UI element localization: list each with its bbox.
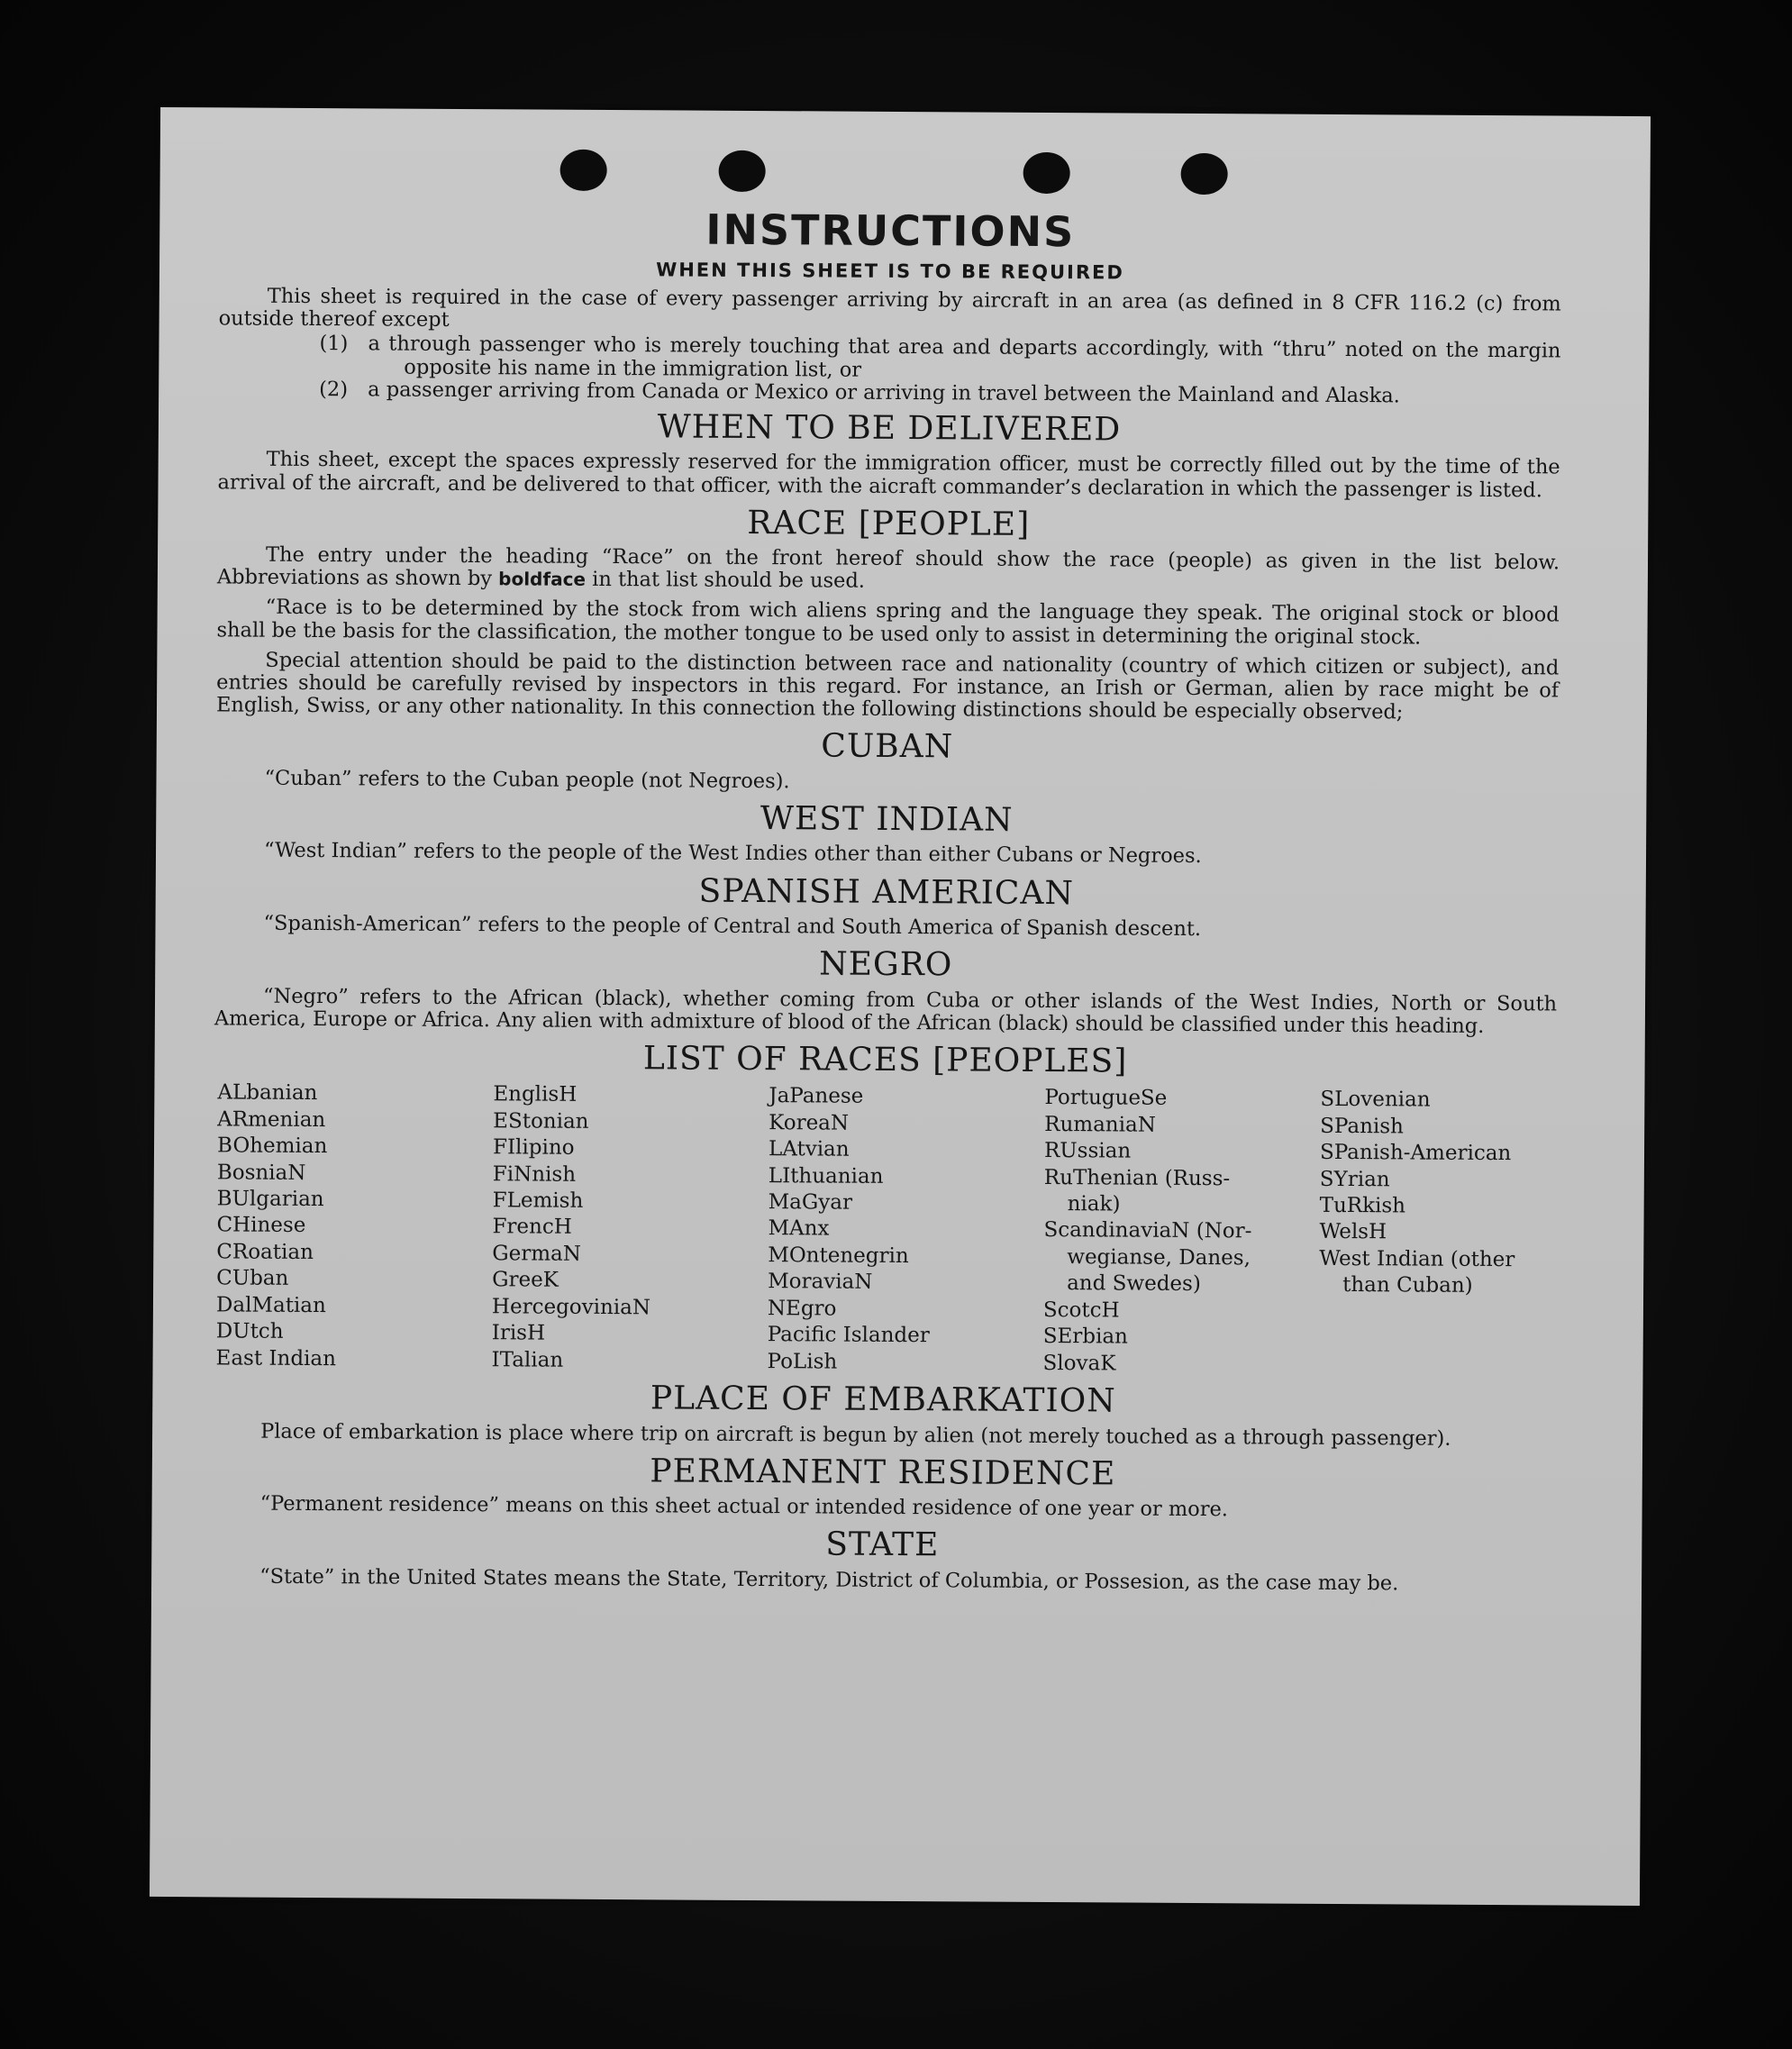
race-item: GreeK [492,1268,559,1293]
race-item: IrisH [491,1321,546,1345]
races-column-5 [1318,1087,1560,1380]
race-item: ALbanian [217,1080,318,1106]
race-item: LIthuanian [768,1163,884,1188]
boldface-word: boldface [498,568,587,591]
races-column-4 [1042,1085,1320,1379]
exception-number: (1) [319,332,349,356]
race-item-continuation: and Swedes) [1067,1271,1201,1297]
section-heading-negro: NEGRO [819,945,953,984]
race-p1-text: The entry under the heading “Race” on the front hereof should show the race (people) as given in the list below. Abbreviations as shown by [216,542,1560,591]
document-body [211,202,1561,1603]
race-item: DUtch [215,1319,284,1344]
spanish-american-paragraph: “Spanish-American” refers to the people of Central and South America of Spanish descent. [263,911,1202,941]
race-item: SlovaK [1042,1351,1116,1376]
section-heading-cuban: CUBAN [821,727,954,766]
race-item: SYrian [1319,1167,1390,1191]
state-paragraph: “State” in the United States means the State, Territory, District of Columbia, or Possesion, as the case may be. [259,1564,1399,1596]
document-title: INSTRUCTIONS [705,205,1076,257]
race-paragraph-3: Special attention should be paid to the distinction between race and nationality (country of which citizen or subject), and entries should be carefully revised by inspectors in this regard. For instance, an Irish or German, alien by race might be of English, Swiss, or any other nationality. In this connection the following distinctions should be especially observed; [215,648,1560,724]
punch-hole [719,150,766,192]
section-heading-west-indian: WEST INDIAN [760,800,1014,839]
race-item: BosniaN [216,1160,306,1185]
race-item: FiNnish [492,1161,577,1187]
exception-number: (2) [319,377,349,401]
race-item: DalMatian [215,1293,326,1317]
race-item: RUssian [1043,1139,1132,1163]
race-item: PoLish [767,1349,838,1374]
race-item: East Indian [215,1346,337,1371]
race-paragraph-1 [217,543,1560,596]
intro-paragraph: This sheet is required in the case of every passenger arriving by aircraft in an area (as defined in 8 CFR 116.2 (c) from outside thereof except [218,284,1561,332]
races-column-2 [492,1082,769,1376]
race-item: MOntenegrin [768,1243,909,1268]
race-item: ScotcH [1042,1298,1120,1323]
race-item: LAtvian [768,1137,850,1161]
race-item: FrencH [492,1215,572,1240]
race-item: GermaN [492,1242,582,1266]
race-item: SPanish [1320,1114,1404,1139]
section-heading-state: STATE [825,1525,940,1564]
race-item: NEgro [767,1296,837,1321]
race-item: MaGyar [768,1190,853,1215]
punch-hole [1181,153,1228,195]
race-item-continuation: than Cuban) [1342,1273,1473,1298]
instruction-sheet [150,107,1651,1906]
race-item: FLemish [492,1188,584,1213]
race-item: FIlipino [492,1135,575,1160]
section-heading-race: RACE [PEOPLE] [747,504,1031,543]
race-item: CHinese [216,1213,306,1238]
race-item: HercegoviniaN [491,1295,651,1320]
cuban-paragraph: “Cuban” refers to the Cuban people (not Negroes). [264,766,790,794]
exception-text: a passenger arriving from Canada or Mexico or arriving in travel between the Mainland and Alaska. [368,378,1400,408]
races-column-3 [767,1083,1044,1377]
race-item: WelsH [1319,1220,1387,1244]
delivered-paragraph: This sheet, except the spaces expressly reserved for the immigration officer, must be correctly filled out by the time of the arrival of the aircraft, and be delivered to that officer, with the aicraft commander’s declaration in which the passenger is listed. [217,448,1560,502]
race-item: TuRkish [1319,1193,1406,1218]
document-subtitle: WHEN THIS SHEET IS TO BE REQUIRED [656,259,1124,284]
race-item-continuation: wegianse, Danes, [1067,1245,1251,1270]
race-item: ARmenian [217,1107,326,1132]
section-heading-permanent-residence: PERMANENT RESIDENCE [650,1453,1116,1493]
exception-text: a through passenger who is merely touching that area and departs accordingly, with “thru” noted on the margin opposite his name in the immigration list, or [368,332,1561,382]
section-heading-list-of-races: LIST OF RACES [PEOPLES] [642,1040,1128,1080]
section-heading-spanish-american: SPANISH AMERICAN [698,872,1075,912]
race-p1-text-end: in that list should be used. [592,568,865,594]
race-item: SPanish-American [1319,1141,1512,1166]
race-item: SLovenian [1320,1088,1431,1112]
punch-hole [560,150,607,191]
race-item: PortugueSe [1044,1086,1168,1111]
race-item: CUban [216,1266,289,1291]
race-item-continuation: niak) [1067,1192,1121,1216]
west-indian-paragraph: “West Indian” refers to the people of the West Indies other than either Cubans or Negroes. [263,839,1202,869]
embarkation-paragraph: Place of embarkation is place where trip on aircraft is begun by alien (not merely touched as a through passenger). [260,1419,1451,1451]
race-item: JaPanese [769,1084,864,1109]
race-item: West Indian (other [1319,1246,1515,1272]
race-item: CRoatian [216,1240,314,1264]
race-item: SErbian [1042,1325,1128,1349]
race-item: KoreaN [769,1110,850,1135]
races-column-1 [216,1080,494,1374]
section-heading-delivered: WHEN TO BE DELIVERED [657,408,1122,449]
race-item: Pacific Islander [767,1323,930,1348]
race-item: EStonian [493,1108,589,1134]
race-item: EnglisH [493,1082,578,1107]
race-item: BUlgarian [216,1187,324,1212]
race-item: ITalian [491,1347,564,1372]
race-item: BOhemian [216,1134,328,1159]
negro-paragraph: “Negro” refers to the African (black), whether coming from Cuba or other islands of the West Indies, North or South America, Europe or Africa. Any alien with admixture of blood of the African (black) should be classified under this heading. [214,984,1558,1038]
race-item: RuThenian (Russ- [1043,1165,1231,1190]
section-heading-embarkation: PLACE OF EMBARKATION [650,1380,1116,1420]
residence-paragraph: “Permanent residence” means on this sheet actual or intended residence of one year or more. [259,1491,1229,1522]
race-paragraph-2: “Race is to be determined by the stock from wich aliens spring and the language they speak. The original stock or blood shall be the basis for the classification, the mother tongue to be used only to assist in determining the original stock. [216,596,1560,650]
race-item: MAnx [768,1216,830,1242]
punch-hole [1023,152,1070,194]
races-list [216,1080,1557,1380]
race-item: ScandinaviaN (Nor- [1043,1218,1252,1243]
race-item: MoraviaN [768,1270,873,1295]
race-item: RumaniaN [1044,1112,1156,1137]
